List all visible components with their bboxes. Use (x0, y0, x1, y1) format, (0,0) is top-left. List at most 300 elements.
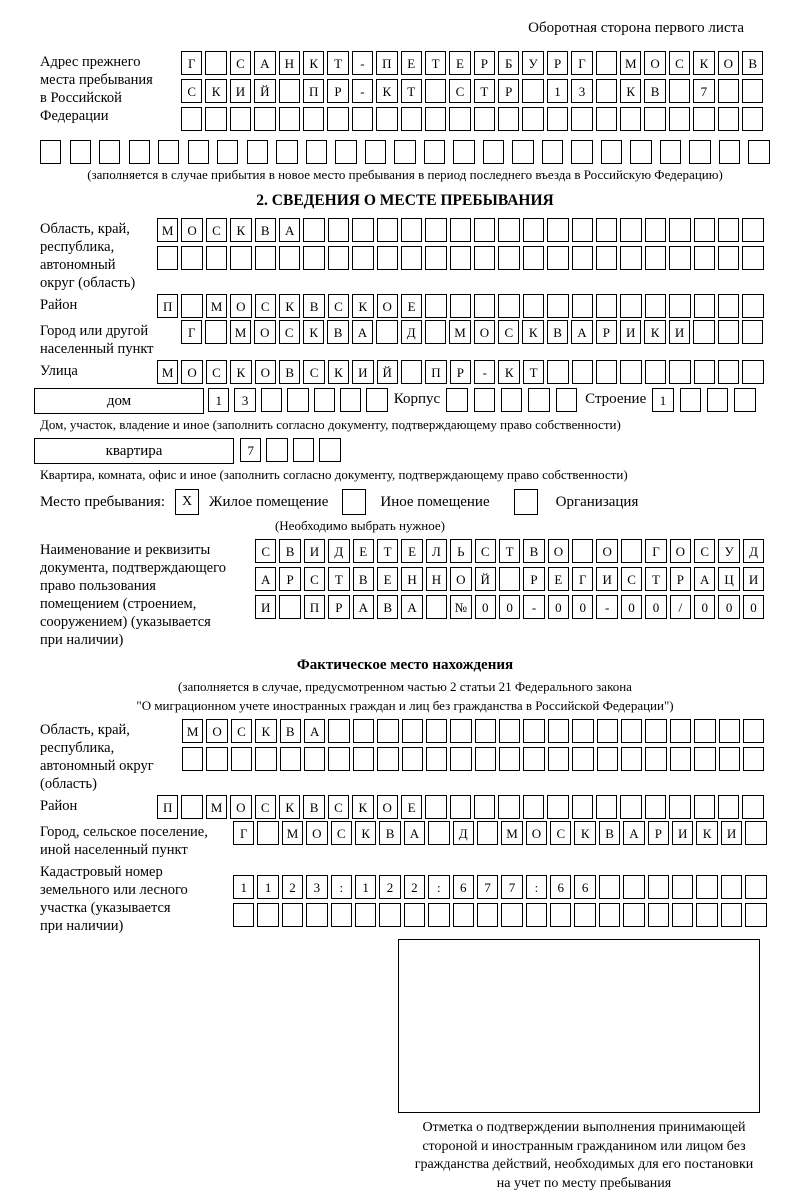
char-cell[interactable]: К (303, 320, 324, 344)
char-cell[interactable]: Е (353, 539, 374, 563)
char-cell[interactable] (255, 246, 276, 270)
char-cell[interactable]: И (620, 320, 641, 344)
char-cell[interactable]: О (230, 795, 251, 819)
char-cell[interactable] (181, 246, 202, 270)
char-cell[interactable]: К (620, 79, 641, 103)
char-cell[interactable] (402, 747, 423, 771)
char-cell[interactable] (547, 795, 568, 819)
char-cell[interactable] (672, 875, 693, 899)
char-cell[interactable] (181, 795, 202, 819)
char-cell[interactable]: Т (425, 51, 446, 75)
char-cell[interactable]: Г (572, 567, 593, 591)
char-cell[interactable]: Е (449, 51, 470, 75)
char-cell[interactable]: И (255, 595, 276, 619)
char-cell[interactable] (572, 218, 593, 242)
char-cell[interactable]: П (303, 79, 324, 103)
char-cell[interactable] (328, 218, 349, 242)
char-cell[interactable] (670, 747, 691, 771)
char-cell[interactable]: 6 (574, 875, 595, 899)
char-cell[interactable]: Р (279, 567, 300, 591)
char-cell[interactable]: В (279, 360, 300, 384)
char-cell[interactable]: В (377, 595, 398, 619)
char-cell[interactable]: А (279, 218, 300, 242)
char-cell[interactable] (669, 360, 690, 384)
char-cell[interactable]: С (328, 795, 349, 819)
char-cell[interactable] (623, 903, 644, 927)
char-cell[interactable]: И (669, 320, 690, 344)
char-cell[interactable]: Е (548, 567, 569, 591)
char-cell[interactable] (694, 747, 715, 771)
char-cell[interactable]: К (574, 821, 595, 845)
char-cell[interactable] (645, 360, 666, 384)
char-cell[interactable] (181, 294, 202, 318)
char-cell[interactable]: К (230, 360, 251, 384)
char-cell[interactable]: К (376, 79, 397, 103)
char-cell[interactable] (669, 246, 690, 270)
char-cell[interactable]: В (523, 539, 544, 563)
char-cell[interactable]: С (255, 294, 276, 318)
char-cell[interactable] (428, 903, 449, 927)
char-cell[interactable]: К (279, 294, 300, 318)
char-cell[interactable] (394, 140, 415, 164)
char-cell[interactable]: 2 (379, 875, 400, 899)
char-cell[interactable] (522, 79, 543, 103)
char-cell[interactable] (425, 294, 446, 318)
char-cell[interactable] (327, 107, 348, 131)
char-cell[interactable]: С (255, 795, 276, 819)
char-cell[interactable]: Т (523, 360, 544, 384)
char-cell[interactable]: Й (475, 567, 496, 591)
char-cell[interactable] (314, 388, 335, 412)
char-cell[interactable]: А (254, 51, 275, 75)
char-cell[interactable] (498, 294, 519, 318)
char-cell[interactable]: Р (328, 595, 349, 619)
char-cell[interactable] (319, 438, 340, 462)
char-cell[interactable] (694, 795, 715, 819)
char-cell[interactable] (450, 795, 471, 819)
char-cell[interactable]: О (181, 360, 202, 384)
char-cell[interactable] (648, 903, 669, 927)
char-cell[interactable]: К (230, 218, 251, 242)
char-cell[interactable] (424, 140, 445, 164)
residential-checkbox[interactable]: X (175, 489, 199, 515)
char-cell[interactable]: М (157, 218, 178, 242)
char-cell[interactable] (748, 140, 769, 164)
char-cell[interactable]: К (693, 51, 714, 75)
char-cell[interactable]: В (742, 51, 763, 75)
char-cell[interactable] (574, 903, 595, 927)
char-cell[interactable] (335, 140, 356, 164)
char-cell[interactable] (630, 140, 651, 164)
char-cell[interactable] (498, 107, 519, 131)
char-cell[interactable] (572, 539, 593, 563)
char-cell[interactable] (257, 903, 278, 927)
char-cell[interactable]: 0 (475, 595, 496, 619)
char-cell[interactable]: - (474, 360, 495, 384)
char-cell[interactable] (620, 360, 641, 384)
char-cell[interactable]: Т (327, 51, 348, 75)
char-cell[interactable]: С (694, 539, 715, 563)
char-cell[interactable] (620, 795, 641, 819)
char-cell[interactable] (596, 107, 617, 131)
char-cell[interactable] (597, 747, 618, 771)
char-cell[interactable]: 7 (693, 79, 714, 103)
char-cell[interactable] (425, 107, 446, 131)
char-cell[interactable] (556, 388, 577, 412)
char-cell[interactable] (547, 294, 568, 318)
char-cell[interactable] (498, 246, 519, 270)
char-cell[interactable]: А (255, 567, 276, 591)
char-cell[interactable] (669, 795, 690, 819)
char-cell[interactable] (280, 747, 301, 771)
char-cell[interactable] (621, 747, 642, 771)
char-cell[interactable] (501, 903, 522, 927)
char-cell[interactable] (645, 246, 666, 270)
char-cell[interactable]: Р (648, 821, 669, 845)
char-cell[interactable] (328, 246, 349, 270)
char-cell[interactable] (599, 875, 620, 899)
char-cell[interactable]: 1 (233, 875, 254, 899)
char-cell[interactable]: М (182, 719, 203, 743)
char-cell[interactable]: 1 (257, 875, 278, 899)
char-cell[interactable]: К (255, 719, 276, 743)
char-cell[interactable]: Й (254, 79, 275, 103)
char-cell[interactable] (680, 388, 701, 412)
char-cell[interactable] (621, 539, 642, 563)
char-cell[interactable] (499, 567, 520, 591)
char-cell[interactable]: Н (279, 51, 300, 75)
char-cell[interactable]: О (255, 360, 276, 384)
char-cell[interactable] (425, 218, 446, 242)
char-cell[interactable]: А (694, 567, 715, 591)
char-cell[interactable] (572, 360, 593, 384)
char-cell[interactable] (377, 218, 398, 242)
char-cell[interactable] (70, 140, 91, 164)
char-cell[interactable] (255, 747, 276, 771)
char-cell[interactable]: Т (499, 539, 520, 563)
char-cell[interactable]: 3 (234, 388, 255, 412)
char-cell[interactable]: С (328, 294, 349, 318)
char-cell[interactable] (660, 140, 681, 164)
char-cell[interactable]: Г (181, 51, 202, 75)
char-cell[interactable]: С (206, 360, 227, 384)
char-cell[interactable]: О (526, 821, 547, 845)
char-cell[interactable]: 0 (572, 595, 593, 619)
char-cell[interactable] (669, 294, 690, 318)
char-cell[interactable] (306, 903, 327, 927)
char-cell[interactable] (526, 903, 547, 927)
char-cell[interactable]: К (205, 79, 226, 103)
char-cell[interactable] (696, 903, 717, 927)
char-cell[interactable] (523, 218, 544, 242)
char-cell[interactable]: П (425, 360, 446, 384)
char-cell[interactable] (743, 747, 764, 771)
char-cell[interactable] (734, 388, 755, 412)
char-cell[interactable] (377, 719, 398, 743)
char-cell[interactable] (718, 246, 739, 270)
char-cell[interactable]: О (254, 320, 275, 344)
char-cell[interactable]: Т (401, 79, 422, 103)
char-cell[interactable] (453, 903, 474, 927)
char-cell[interactable] (669, 107, 690, 131)
char-cell[interactable] (306, 140, 327, 164)
char-cell[interactable] (182, 747, 203, 771)
char-cell[interactable] (719, 719, 740, 743)
char-cell[interactable] (474, 388, 495, 412)
char-cell[interactable] (217, 140, 238, 164)
char-cell[interactable] (282, 903, 303, 927)
char-cell[interactable]: 0 (694, 595, 715, 619)
char-cell[interactable] (742, 320, 763, 344)
char-cell[interactable]: В (303, 294, 324, 318)
char-cell[interactable]: Й (377, 360, 398, 384)
char-cell[interactable]: А (571, 320, 592, 344)
char-cell[interactable] (366, 388, 387, 412)
char-cell[interactable]: 0 (548, 595, 569, 619)
char-cell[interactable]: Т (328, 567, 349, 591)
char-cell[interactable]: П (157, 795, 178, 819)
char-cell[interactable] (571, 107, 592, 131)
char-cell[interactable]: В (279, 539, 300, 563)
char-cell[interactable] (328, 719, 349, 743)
char-cell[interactable] (303, 218, 324, 242)
char-cell[interactable]: Р (327, 79, 348, 103)
char-cell[interactable] (499, 747, 520, 771)
char-cell[interactable]: И (721, 821, 742, 845)
char-cell[interactable] (689, 140, 710, 164)
char-cell[interactable] (718, 107, 739, 131)
char-cell[interactable] (355, 903, 376, 927)
char-cell[interactable]: 2 (282, 875, 303, 899)
char-cell[interactable]: Н (426, 567, 447, 591)
char-cell[interactable] (231, 747, 252, 771)
char-cell[interactable] (742, 795, 763, 819)
char-cell[interactable]: Ь (450, 539, 471, 563)
char-cell[interactable] (572, 795, 593, 819)
char-cell[interactable]: М (230, 320, 251, 344)
char-cell[interactable]: М (449, 320, 470, 344)
char-cell[interactable]: М (501, 821, 522, 845)
char-cell[interactable] (206, 747, 227, 771)
char-cell[interactable]: А (401, 595, 422, 619)
organization-checkbox[interactable] (514, 489, 538, 515)
char-cell[interactable] (266, 438, 287, 462)
char-cell[interactable] (601, 140, 622, 164)
char-cell[interactable]: К (498, 360, 519, 384)
char-cell[interactable]: Р (547, 51, 568, 75)
char-cell[interactable] (428, 821, 449, 845)
char-cell[interactable] (623, 875, 644, 899)
char-cell[interactable] (694, 719, 715, 743)
char-cell[interactable] (596, 795, 617, 819)
char-cell[interactable]: - (352, 51, 373, 75)
char-cell[interactable] (645, 795, 666, 819)
char-cell[interactable] (745, 821, 766, 845)
char-cell[interactable]: Р (523, 567, 544, 591)
char-cell[interactable]: Н (401, 567, 422, 591)
char-cell[interactable] (376, 320, 397, 344)
char-cell[interactable]: 0 (718, 595, 739, 619)
char-cell[interactable] (340, 388, 361, 412)
char-cell[interactable]: С (304, 567, 325, 591)
char-cell[interactable]: С (230, 51, 251, 75)
char-cell[interactable] (572, 246, 593, 270)
char-cell[interactable]: 2 (404, 875, 425, 899)
char-cell[interactable]: № (450, 595, 471, 619)
char-cell[interactable]: С (498, 320, 519, 344)
char-cell[interactable] (719, 140, 740, 164)
char-cell[interactable]: С (231, 719, 252, 743)
char-cell[interactable] (672, 903, 693, 927)
char-cell[interactable]: С (621, 567, 642, 591)
char-cell[interactable]: А (352, 320, 373, 344)
char-cell[interactable] (257, 821, 278, 845)
char-cell[interactable]: 1 (652, 388, 673, 412)
char-cell[interactable] (328, 747, 349, 771)
char-cell[interactable] (276, 140, 297, 164)
char-cell[interactable] (648, 875, 669, 899)
char-cell[interactable] (293, 438, 314, 462)
char-cell[interactable]: М (620, 51, 641, 75)
char-cell[interactable] (718, 79, 739, 103)
char-cell[interactable]: С (279, 320, 300, 344)
char-cell[interactable]: Р (596, 320, 617, 344)
char-cell[interactable] (450, 218, 471, 242)
char-cell[interactable] (621, 719, 642, 743)
char-cell[interactable]: А (304, 719, 325, 743)
char-cell[interactable]: И (672, 821, 693, 845)
char-cell[interactable]: Т (645, 567, 666, 591)
char-cell[interactable]: / (670, 595, 691, 619)
char-cell[interactable] (499, 719, 520, 743)
char-cell[interactable] (670, 719, 691, 743)
char-cell[interactable]: Д (453, 821, 474, 845)
char-cell[interactable] (742, 294, 763, 318)
char-cell[interactable] (547, 218, 568, 242)
char-cell[interactable] (694, 294, 715, 318)
char-cell[interactable] (721, 903, 742, 927)
char-cell[interactable] (542, 140, 563, 164)
char-cell[interactable] (694, 246, 715, 270)
char-cell[interactable] (426, 595, 447, 619)
char-cell[interactable]: О (450, 567, 471, 591)
char-cell[interactable] (477, 821, 498, 845)
char-cell[interactable] (352, 107, 373, 131)
char-cell[interactable]: И (230, 79, 251, 103)
char-cell[interactable] (547, 107, 568, 131)
char-cell[interactable] (230, 246, 251, 270)
char-cell[interactable] (206, 246, 227, 270)
char-cell[interactable]: В (303, 795, 324, 819)
char-cell[interactable] (450, 246, 471, 270)
char-cell[interactable] (548, 719, 569, 743)
char-cell[interactable]: К (279, 795, 300, 819)
char-cell[interactable] (474, 795, 495, 819)
char-cell[interactable]: В (599, 821, 620, 845)
char-cell[interactable] (707, 388, 728, 412)
char-cell[interactable]: Б (498, 51, 519, 75)
char-cell[interactable] (644, 107, 665, 131)
char-cell[interactable]: О (670, 539, 691, 563)
char-cell[interactable] (425, 79, 446, 103)
char-cell[interactable]: П (376, 51, 397, 75)
char-cell[interactable]: М (206, 795, 227, 819)
char-cell[interactable] (743, 719, 764, 743)
char-cell[interactable] (645, 747, 666, 771)
char-cell[interactable] (377, 246, 398, 270)
char-cell[interactable] (718, 360, 739, 384)
char-cell[interactable] (474, 246, 495, 270)
char-cell[interactable] (279, 79, 300, 103)
char-cell[interactable]: Р (474, 51, 495, 75)
char-cell[interactable]: С (669, 51, 690, 75)
char-cell[interactable] (547, 246, 568, 270)
char-cell[interactable]: 6 (550, 875, 571, 899)
char-cell[interactable] (287, 388, 308, 412)
char-cell[interactable] (425, 246, 446, 270)
char-cell[interactable]: К (355, 821, 376, 845)
char-cell[interactable] (205, 107, 226, 131)
char-cell[interactable]: Г (571, 51, 592, 75)
char-cell[interactable] (572, 294, 593, 318)
char-cell[interactable] (40, 140, 61, 164)
char-cell[interactable] (548, 747, 569, 771)
char-cell[interactable]: Е (401, 795, 422, 819)
char-cell[interactable] (233, 903, 254, 927)
char-cell[interactable] (158, 140, 179, 164)
char-cell[interactable]: У (522, 51, 543, 75)
char-cell[interactable] (205, 51, 226, 75)
char-cell[interactable]: О (206, 719, 227, 743)
char-cell[interactable] (230, 107, 251, 131)
char-cell[interactable]: В (353, 567, 374, 591)
char-cell[interactable] (742, 218, 763, 242)
char-cell[interactable]: К (352, 294, 373, 318)
char-cell[interactable]: С (303, 360, 324, 384)
char-cell[interactable]: К (303, 51, 324, 75)
char-cell[interactable] (645, 218, 666, 242)
char-cell[interactable] (523, 294, 544, 318)
char-cell[interactable]: С (255, 539, 276, 563)
char-cell[interactable] (645, 719, 666, 743)
char-cell[interactable]: 0 (743, 595, 764, 619)
char-cell[interactable] (498, 218, 519, 242)
char-cell[interactable]: Д (328, 539, 349, 563)
char-cell[interactable] (426, 719, 447, 743)
char-cell[interactable]: : (526, 875, 547, 899)
char-cell[interactable]: 0 (645, 595, 666, 619)
char-cell[interactable] (157, 246, 178, 270)
char-cell[interactable] (483, 140, 504, 164)
char-cell[interactable]: О (306, 821, 327, 845)
char-cell[interactable]: Т (377, 539, 398, 563)
char-cell[interactable] (547, 360, 568, 384)
char-cell[interactable]: Е (401, 51, 422, 75)
char-cell[interactable] (474, 294, 495, 318)
char-cell[interactable] (474, 218, 495, 242)
char-cell[interactable] (352, 246, 373, 270)
char-cell[interactable] (523, 795, 544, 819)
char-cell[interactable]: В (280, 719, 301, 743)
char-cell[interactable] (352, 218, 373, 242)
char-cell[interactable]: М (282, 821, 303, 845)
char-cell[interactable] (474, 107, 495, 131)
char-cell[interactable] (303, 107, 324, 131)
char-cell[interactable] (596, 360, 617, 384)
char-cell[interactable]: Р (498, 79, 519, 103)
char-cell[interactable] (669, 79, 690, 103)
other-premises-checkbox[interactable] (342, 489, 366, 515)
